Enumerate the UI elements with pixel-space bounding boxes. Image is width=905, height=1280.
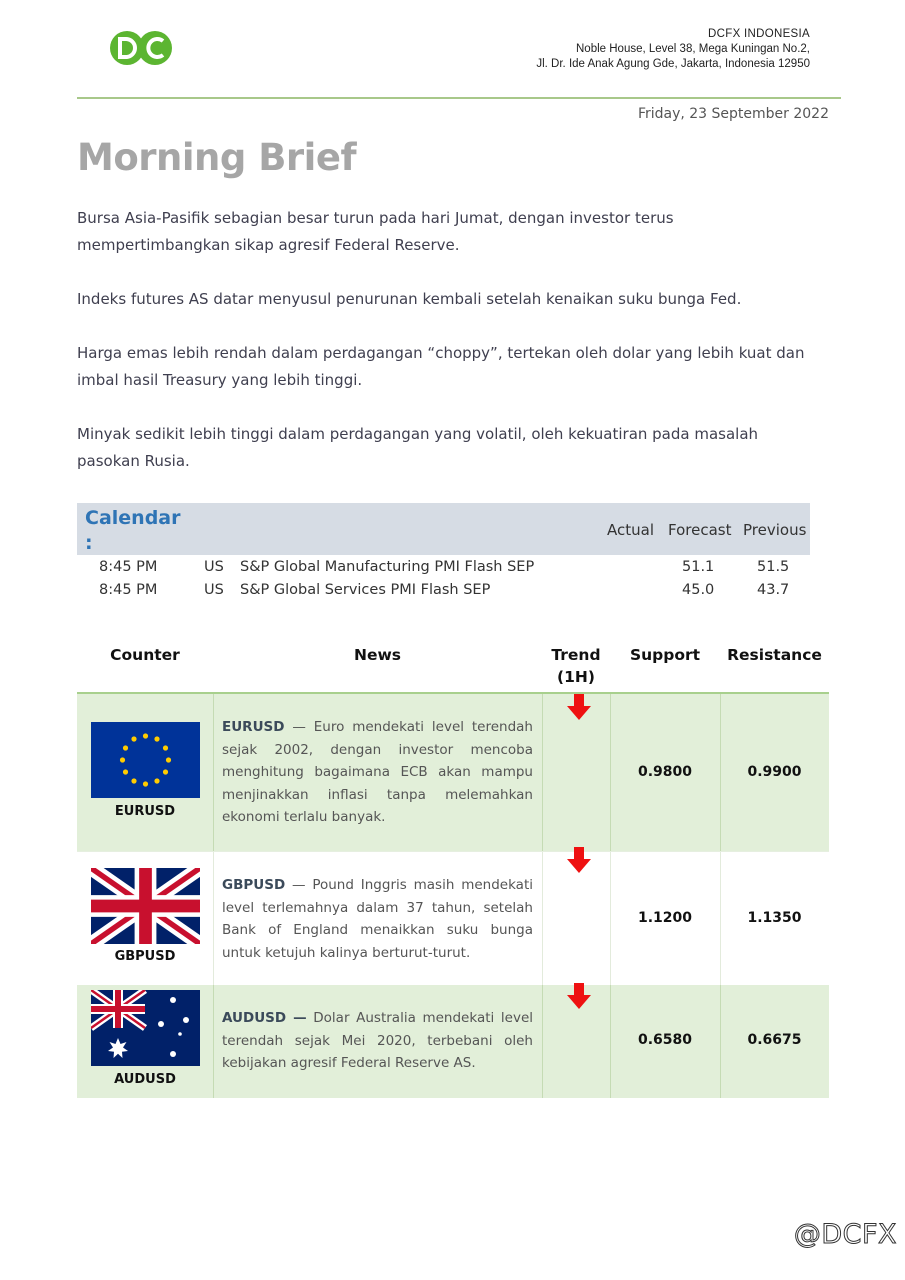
table-row-eurusd: [77, 694, 829, 851]
event-forecast: 45.0: [682, 582, 715, 598]
support-value: 1.1200: [637, 910, 693, 926]
header-resistance: Resistance: [727, 646, 822, 664]
dc-logo: [107, 28, 175, 68]
calendar-col-actual: Actual: [607, 521, 654, 539]
news-text: [222, 1007, 533, 1075]
event-time: 8:45 PM: [99, 582, 158, 598]
paragraph-3: Harga emas lebih rendah dalam perdagangan “choppy”, tertekan oleh dolar yang lebih kuat dan imbal hasil Treasury yang lebih tinggi.: [77, 344, 805, 389]
paragraph-1: Bursa Asia-Pasifik sebagian besar turun pada hari Jumat, dengan investor terus mempertimbangkan sikap agresif Federal Reserve.: [77, 209, 674, 254]
header-counter: Counter: [110, 646, 180, 664]
news-text: [222, 874, 533, 964]
calendar-row: [77, 582, 810, 604]
news-lead: EURUSD: [222, 719, 285, 735]
pair-label: AUDUSD: [114, 1072, 176, 1087]
event-country: US: [204, 559, 224, 575]
event-name: S&P Global Manufacturing PMI Flash SEP: [240, 559, 535, 575]
event-time: 8:45 PM: [99, 559, 158, 575]
news-body: — Pound Inggris masih mendekati level terlemahnya dalam 37 tahun, setelah Bank of England menaikkan suku bunga untuk ketujuh kalinya berturut-turut.: [222, 877, 533, 961]
event-previous: 51.5: [757, 559, 790, 575]
event-previous: 43.7: [757, 582, 790, 598]
calendar-header: [77, 503, 810, 555]
header-news: News: [353, 646, 402, 664]
eu-flag-icon: [91, 722, 200, 798]
calendar-row: [77, 559, 810, 581]
resistance-value: 0.9900: [747, 764, 802, 780]
pair-label: EURUSD: [114, 804, 176, 819]
calendar-title: Calendar :: [85, 507, 181, 554]
calendar-col-forecast: Forecast: [668, 521, 732, 539]
news-text: [222, 716, 533, 829]
header-divider: [77, 97, 841, 99]
news-body: Dolar Australia mendekati level terendah sejak Mei 2020, terbebani oleh kebijakan agresif Federal Reserve AS.: [222, 1010, 533, 1071]
resistance-value: 1.1350: [747, 910, 802, 926]
down-arrow-icon: [567, 983, 591, 1009]
table-row-audusd: [77, 985, 829, 1098]
event-forecast: 51.1: [682, 559, 715, 575]
paragraph-4: Minyak sedikit lebih tinggi dalam perdagangan yang volatil, oleh kekuatiran pada masalah pasokan Rusia.: [77, 425, 759, 470]
address-line-1: Noble House, Level 38, Mega Kuningan No.2,: [576, 43, 810, 55]
support-value: 0.6580: [637, 1032, 693, 1048]
news-lead: GBPUSD: [222, 877, 286, 893]
watermark: @DCFX: [793, 1219, 897, 1250]
support-value: 0.9800: [637, 764, 693, 780]
header-trend: Trend (1H): [551, 646, 601, 686]
uk-flag-icon: [91, 868, 200, 944]
down-arrow-icon: [567, 847, 591, 873]
resistance-value: 0.6675: [747, 1032, 802, 1048]
au-flag-icon: [91, 990, 200, 1066]
table-row-gbpusd: [77, 851, 829, 986]
report-date: Friday, 23 September 2022: [637, 106, 829, 122]
pair-label: GBPUSD: [114, 949, 176, 964]
header-support: Support: [629, 646, 701, 664]
event-name: S&P Global Services PMI Flash SEP: [240, 582, 491, 598]
address-line-2: Jl. Dr. Ide Anak Agung Gde, Jakarta, Indonesia 12950: [536, 58, 810, 70]
event-country: US: [204, 582, 224, 598]
news-body: — Euro mendekati level terendah sejak 2002, dengan investor mencoba menghitung bagaimana ECB akan mampu menjinakkan inflasi tanpa melemahkan ekonomi terlalu banyak.: [222, 719, 533, 825]
paragraph-2: Indeks futures AS datar menyusul penurunan kembali setelah kenaikan suku bunga Fed.: [77, 290, 742, 308]
down-arrow-icon: [567, 694, 591, 720]
news-lead: AUDUSD —: [222, 1010, 307, 1026]
company-address: [536, 27, 810, 72]
page-title: Morning Brief: [77, 136, 357, 179]
calendar-col-previous: Previous: [743, 521, 807, 539]
company-name: DCFX INDONESIA: [708, 28, 810, 40]
